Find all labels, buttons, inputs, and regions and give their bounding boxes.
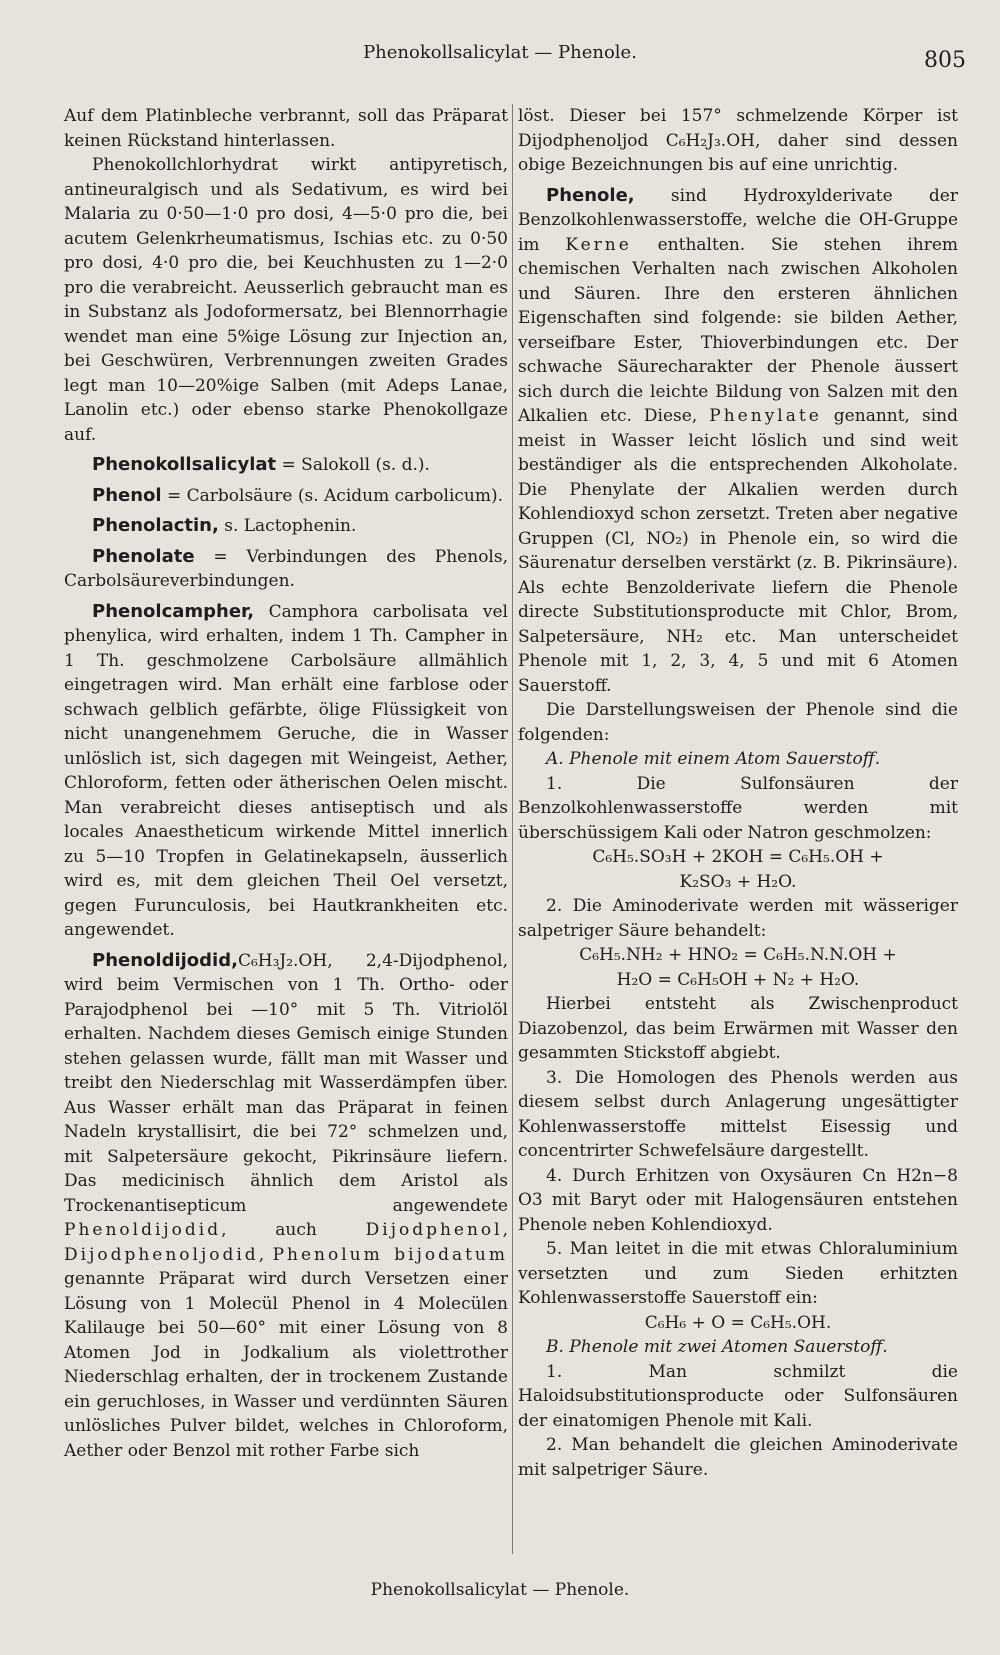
entry-keyword: Phenokollsalicylat	[92, 454, 277, 475]
paragraph: 3. Die Homologen des Phenols werden aus diesem selbst durch Anlagerung ungesättigter Kohlenwasserstoffe mittelst Eisessig und concentrirter Schwefelsäure dargestellt.	[518, 1067, 958, 1161]
spaced-term: Phenylate	[709, 406, 822, 426]
page-number: 805	[924, 48, 966, 73]
formula: H₂O = C₆H₅OH + N₂ + H₂O.	[616, 969, 860, 990]
entry-keyword: Phenolactin,	[92, 515, 219, 536]
paragraph: Hierbei entsteht als Zwischenproduct Diazobenzol, das beim Erwärmen mit Wasser den gesammten Stickstoff abgiebt.	[518, 994, 958, 1063]
entry-keyword: Phenolcampher,	[92, 600, 255, 622]
entry-text: enthalten. Sie stehen ihrem chemischen Verhalten nach zwischen Alkoholen und Säuren. Ihre den ersteren ähnlichen Eigenschaften sind folgende: sie bilden Aether, verseifbare Ester, Thioverbindungen etc. Der schwache Säurecharakter der Phenole äussert sich durch die leichte Bildung von Salzen mit den Alkalien etc. Diese,	[518, 234, 958, 426]
entry-phenole	[518, 184, 958, 699]
entry-text: , auch	[221, 1220, 317, 1240]
entry-keyword: Phenole,	[546, 184, 635, 206]
entry-keyword: Phenoldijodid,	[92, 949, 238, 971]
entry-text: Camphora carbolisata vel phenylica, wird erhalten, indem 1 Th. Campher in 1 Th. geschmolzene Carbolsäure allmählich eingetragen wird. Man erhält eine farblose oder schwach gelblich gefärbte, ölige Flüssigkeit von nicht unangenehmem Geruche, die in Wasser unlöslich ist, sich dagegen mit Weingeist, Aether, Chloroform, fetten oder ätherischen Oelen mischt. Man verabreicht dieses antiseptisch und als locales Anaestheticum wirkende Mittel innerlich zu 5—10 Tropfen in Gelatinekapseln, äusserlich wird es, mit dem gleichen Theil Oel versetzt, gegen Furunculosis, bei Hautkrankheiten etc. angewendet.	[64, 601, 508, 940]
entry-keyword: Phenol	[92, 484, 162, 506]
spaced-term: Dijodphenol	[365, 1220, 503, 1240]
entry-text: = Verbindungen des Phenols, Carbolsäureverbindungen.	[64, 546, 508, 591]
paragraph: 5. Man leitet in die mit etwas Chloraluminium versetzten und zum Sieden erhitzten Kohlenwasserstoffe Sauerstoff ein:	[518, 1239, 958, 1308]
spaced-term: Kerne	[565, 234, 632, 255]
paragraph: Die Darstellungsweisen der Phenole sind die folgenden:	[518, 700, 958, 745]
left-column	[64, 104, 508, 1463]
entry-keyword: Phenolate	[92, 545, 195, 567]
entry-text: genannt, sind meist in Wasser leicht löslich und sind weit beständiger als die entsprechenden Alkoholate. Die Phenylate der Alkalien werden durch Kohlendioxyd schon zersetzt. Treten aber negative Gruppen (Cl, NO₂) in Phenole ein, so wird die Säurenatur derselben verstärkt (z. B. Pikrinsäure). Als echte Benzolderivate liefern die Phenole directe Substitutionsproducte mit Chlor, Brom, Salpetersäure, NH₂ etc. Man unterscheidet Phenole mit 1, 2, 3, 4, 5 und mit 6 Atomen Sauerstoff.	[518, 406, 958, 696]
entry-text: = Carbolsäure (s. Acidum carbolicum).	[161, 485, 504, 506]
paragraph: löst. Dieser bei 157° schmelzende Körper ist Dijodphenoljod C₆H₂J₃.OH, daher sind dessen obige Bezeichnungen bis auf eine unrichtig.	[518, 106, 958, 175]
section-heading-a	[518, 747, 958, 772]
entry-phenokollsalicylat	[64, 453, 508, 478]
section-heading-text: B. Phenole mit zwei Atomen Sauerstoff.	[546, 1337, 888, 1357]
formula: K₂SO₃ + H₂O.	[679, 871, 797, 892]
entry-text: C₆H₃J₂.OH, 2,4-Dijodphenol, wird beim Vermischen von 1 Th. Ortho- oder Parajodphenol bei —10° mit 5 Th. Vitriolöl erhalten. Nachdem dieses Gemisch einige Stunden stehen gelassen wurde, fällt man mit Wasser und treibt den Niederschlag mit Wasserdämpfen über. Aus Wasser erhält man das Präparat in feinen Nadeln krystallisirt, die bei 72° schmelzen und, mit Salpetersäure gekocht, Pikrinsäure liefern. Das medicinisch ähnlich dem Aristol als Trockenantisepticum angewendete	[64, 950, 508, 1216]
entry-phenol	[64, 484, 508, 509]
entry-text: s. Lactophenin.	[218, 516, 357, 536]
spaced-term: Phenolum bijodatum	[272, 1244, 508, 1265]
formula: C₆H₅.SO₃H + 2KOH = C₆H₅.OH +	[592, 847, 884, 867]
spaced-term: Dijodphenoljodid	[64, 1244, 259, 1265]
formula: C₆H₅.NH₂ + HNO₂ = C₆H₅.N.N.OH +	[579, 945, 897, 965]
paragraph: Phenokollchlorhydrat wirkt antipyretisch, antineuralgisch und als Sedativum, es wird bei Malaria zu 0·50—1·0 pro dosi, 4—5·0 pro die, bei acutem Gelenkrheumatismus, Ischias etc. zu 0·50 pro dosi, 4·0 pro die, bei Keuchhusten zu 1—2·0 pro die verabreicht. Aeusserlich gebraucht man es in Substanz als Jodoformersatz, bei Blennorrhagie wendet man eine 5%ige Lösung zur Injection an, bei Geschwüren, Verbrennungen zweiten Grades legt man 10—20%ige Salben (mit Adeps Lanae, Lanolin etc.) oder ebenso starke Phenokollgaze auf.	[64, 155, 508, 445]
spaced-term: Phenoldijodid	[64, 1220, 222, 1240]
entry-phenoldijodid	[64, 949, 508, 1464]
paragraph: 4. Durch Erhitzen von Oxysäuren Cn H2n−8 O3 mit Baryt oder mit Halogensäuren entstehen Phenole neben Kohlendioxyd.	[518, 1165, 958, 1235]
paragraph: 2. Die Aminoderivate werden mit wässeriger salpetriger Säure behandelt:	[518, 896, 958, 941]
section-heading-text: A. Phenole mit einem Atom Sauerstoff.	[546, 749, 881, 769]
page-footer: Phenokollsalicylat — Phenole.	[370, 1580, 630, 1600]
paragraph: 1. Man schmilzt die Haloidsubstitutionsproducte oder Sulfonsäuren der einatomigen Phenole mit Kali.	[518, 1361, 958, 1431]
entry-phenolate	[64, 545, 508, 594]
formula: C₆H₆ + O = C₆H₅.OH.	[644, 1312, 832, 1333]
section-heading-b	[518, 1335, 958, 1360]
entry-text: sind Hydroxylderivate der Benzolkohlenwasserstoffe, welche die OH-Gruppe im	[518, 185, 958, 255]
entry-text: genannte Präparat wird durch Versetzen einer Lösung von 1 Molecül Phenol in 4 Molecülen Kalilauge bei 50—60° mit einer Lösung von 8 Atomen Jod in Jodkalium als violettrother Niederschlag erhalten, der in trockenem Zustande ein geruchloses, in Wasser und verdünnten Säuren unlösliches Pulver bildet, welches in Chloroform, Aether oder Benzol mit rother Farbe sich	[64, 1269, 508, 1461]
right-column	[518, 104, 958, 1482]
entry-text: = Salokoll (s. d.).	[276, 455, 430, 475]
entry-text: ,	[502, 1220, 508, 1240]
entry-phenolactin	[64, 514, 508, 539]
column-divider	[512, 104, 513, 1554]
entry-phenolcampher	[64, 600, 508, 943]
running-head: Phenokollsalicylat — Phenole.	[363, 42, 637, 63]
entry-text: ,	[258, 1244, 265, 1265]
paragraph: 2. Man behandelt die gleichen Aminoderivate mit salpetriger Säure.	[518, 1435, 958, 1480]
paragraph: Auf dem Platinbleche verbrannt, soll das Präparat keinen Rückstand hinterlassen.	[64, 106, 508, 151]
paragraph: 1. Die Sulfonsäuren der Benzolkohlenwasserstoffe werden mit überschüssigem Kali oder Natron geschmolzen:	[518, 773, 958, 843]
